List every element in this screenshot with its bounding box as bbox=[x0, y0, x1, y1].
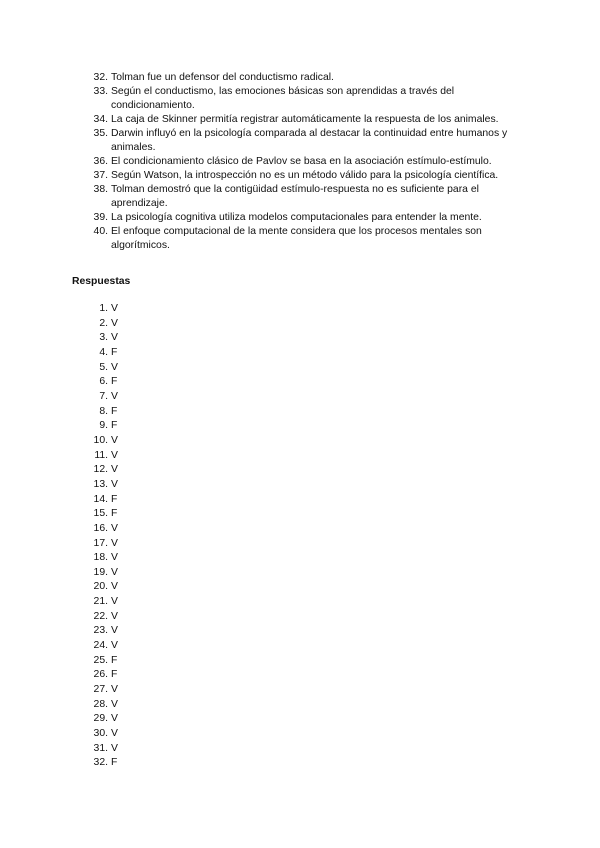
answer-value: V bbox=[111, 390, 118, 402]
answer-value: V bbox=[111, 361, 118, 373]
question-item bbox=[90, 155, 530, 169]
answer-value: V bbox=[111, 728, 118, 740]
answer-item bbox=[90, 361, 210, 376]
answer-item bbox=[90, 375, 210, 390]
answer-value: V bbox=[111, 317, 118, 329]
question-number: 38. bbox=[93, 184, 108, 195]
answer-number: 7. bbox=[99, 390, 108, 402]
answer-item bbox=[90, 434, 210, 449]
answer-value: V bbox=[111, 464, 118, 476]
question-item bbox=[90, 85, 530, 113]
answer-number: 22. bbox=[93, 610, 108, 622]
answer-value: V bbox=[111, 332, 118, 344]
answer-item bbox=[90, 595, 210, 610]
answer-value: F bbox=[111, 669, 118, 681]
answer-number: 26. bbox=[93, 669, 108, 681]
answer-item bbox=[90, 405, 210, 420]
answer-number: 14. bbox=[93, 493, 108, 505]
answer-number: 24. bbox=[93, 640, 108, 652]
question-text: Tolman fue un defensor del conductismo radical. bbox=[111, 72, 334, 83]
answer-number: 1. bbox=[99, 303, 108, 314]
answer-item bbox=[90, 317, 210, 332]
answer-item bbox=[90, 493, 210, 508]
answer-item bbox=[90, 580, 210, 595]
question-text: La caja de Skinner permitía registrar automáticamente la respuesta de los animales. bbox=[111, 114, 499, 125]
answer-value: V bbox=[111, 625, 118, 637]
answer-value: V bbox=[111, 552, 118, 564]
answer-item bbox=[90, 566, 210, 581]
question-number: 37. bbox=[93, 170, 108, 181]
question-item bbox=[90, 127, 530, 155]
answer-item bbox=[90, 668, 210, 683]
question-text: El condicionamiento clásico de Pavlov se basa en la asociación estímulo-estímulo. bbox=[111, 156, 492, 167]
answer-value: V bbox=[111, 698, 118, 710]
question-list bbox=[90, 71, 530, 253]
answer-value: V bbox=[111, 522, 118, 534]
answer-value: V bbox=[111, 596, 118, 608]
answer-value: V bbox=[111, 434, 118, 446]
answer-item bbox=[90, 683, 210, 698]
answer-number: 13. bbox=[93, 478, 108, 490]
question-number: 34. bbox=[93, 114, 108, 125]
answer-number: 28. bbox=[93, 698, 108, 710]
answer-value: F bbox=[111, 346, 118, 358]
answer-item bbox=[90, 551, 210, 566]
answer-item bbox=[90, 507, 210, 522]
question-text: La psicología cognitiva utiliza modelos computacionales para entender la mente. bbox=[111, 212, 482, 223]
question-text: El enfoque computacional de la mente considera que los procesos mentales son algorítmicos. bbox=[111, 226, 482, 251]
answer-item bbox=[90, 654, 210, 669]
question-number: 33. bbox=[93, 86, 108, 97]
answer-number: 31. bbox=[93, 742, 108, 754]
question-text: Darwin influyó en la psicología comparada al destacar la continuidad entre humanos y animales. bbox=[111, 128, 508, 153]
question-item bbox=[90, 71, 530, 85]
answer-item bbox=[90, 478, 210, 493]
answer-value: F bbox=[111, 420, 118, 432]
answer-item bbox=[90, 712, 210, 727]
answers-heading: Respuestas bbox=[72, 276, 131, 287]
answer-number: 30. bbox=[93, 728, 108, 740]
answer-value: V bbox=[111, 581, 118, 593]
answer-value: V bbox=[111, 610, 118, 622]
answer-number: 20. bbox=[93, 581, 108, 593]
answer-value: F bbox=[111, 508, 118, 520]
answer-item bbox=[90, 331, 210, 346]
answer-item bbox=[90, 449, 210, 464]
answer-number: 3. bbox=[99, 332, 108, 344]
answer-item bbox=[90, 756, 210, 771]
question-number: 35. bbox=[93, 128, 108, 139]
question-item bbox=[90, 183, 530, 211]
answer-number: 2. bbox=[99, 317, 108, 329]
answer-number: 9. bbox=[99, 420, 108, 432]
answer-number: 17. bbox=[93, 537, 108, 549]
question-item bbox=[90, 169, 530, 183]
question-text: Según el conductismo, las emociones básicas son aprendidas a través del condicionamiento. bbox=[111, 86, 455, 111]
answer-item bbox=[90, 346, 210, 361]
answer-number: 23. bbox=[93, 625, 108, 637]
answer-value: F bbox=[111, 757, 118, 769]
answer-value: F bbox=[111, 405, 118, 417]
answer-item bbox=[90, 302, 210, 317]
answer-value: F bbox=[111, 654, 118, 666]
answer-value: V bbox=[111, 684, 118, 696]
answer-item bbox=[90, 419, 210, 434]
answer-value: F bbox=[111, 376, 118, 388]
answer-item bbox=[90, 742, 210, 757]
answer-item bbox=[90, 522, 210, 537]
answer-item bbox=[90, 610, 210, 625]
answer-number: 10. bbox=[93, 434, 108, 446]
answer-number: 8. bbox=[99, 405, 108, 417]
answer-value: V bbox=[111, 742, 118, 754]
answer-item bbox=[90, 727, 210, 742]
answer-value: F bbox=[111, 493, 118, 505]
question-number: 39. bbox=[93, 212, 108, 223]
answer-value: V bbox=[111, 478, 118, 490]
question-number: 32. bbox=[93, 72, 108, 83]
answer-item bbox=[90, 537, 210, 552]
answer-number: 21. bbox=[93, 596, 108, 608]
question-text: Tolman demostró que la contigüidad estímulo-respuesta no es suficiente para el aprendizaje. bbox=[111, 184, 479, 209]
answer-number: 18. bbox=[93, 552, 108, 564]
answer-number: 27. bbox=[93, 684, 108, 696]
answer-item bbox=[90, 390, 210, 405]
answer-value: V bbox=[111, 303, 118, 314]
answer-number: 16. bbox=[93, 522, 108, 534]
question-item bbox=[90, 113, 530, 127]
answer-number: 4. bbox=[99, 346, 108, 358]
answer-list bbox=[90, 302, 210, 771]
answer-value: V bbox=[111, 537, 118, 549]
question-item bbox=[90, 211, 530, 225]
answer-number: 15. bbox=[93, 508, 108, 520]
answer-value: V bbox=[111, 713, 118, 725]
answer-value: V bbox=[111, 566, 118, 578]
answer-number: 11. bbox=[94, 449, 108, 461]
answer-value: V bbox=[111, 449, 118, 461]
question-number: 36. bbox=[93, 156, 108, 167]
answer-number: 6. bbox=[99, 376, 108, 388]
answer-number: 12. bbox=[93, 464, 108, 476]
answer-number: 5. bbox=[99, 361, 108, 373]
answer-item bbox=[90, 639, 210, 654]
question-number: 40. bbox=[93, 226, 108, 237]
question-item bbox=[90, 225, 530, 253]
answer-item bbox=[90, 624, 210, 639]
question-text: Según Watson, la introspección no es un método válido para la psicología científica. bbox=[111, 170, 499, 181]
answer-item bbox=[90, 463, 210, 478]
answer-number: 19. bbox=[93, 566, 108, 578]
answer-number: 25. bbox=[93, 654, 108, 666]
answer-number: 29. bbox=[93, 713, 108, 725]
answer-value: V bbox=[111, 640, 118, 652]
answer-number: 32. bbox=[93, 757, 108, 769]
answer-item bbox=[90, 698, 210, 713]
